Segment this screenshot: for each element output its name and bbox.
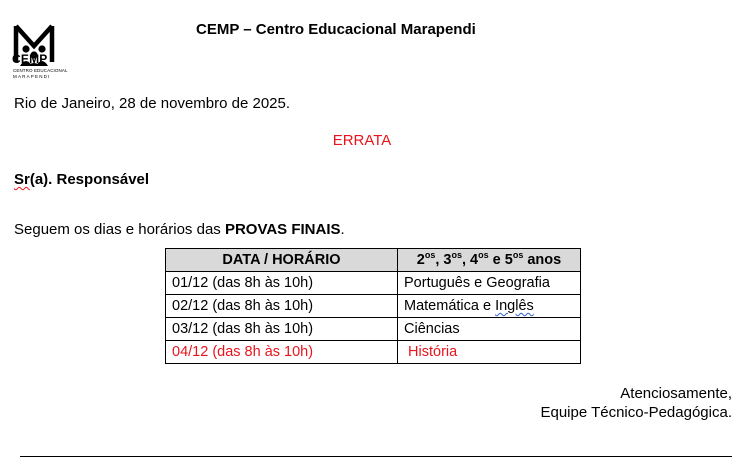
exam-schedule-table bbox=[165, 248, 581, 364]
closing-line-2: Equipe Técnico-Pedagógica. bbox=[540, 404, 732, 421]
column-header-grades: $2^{os}$, $3^{os}$, $4^{os}$ e $5^{os}$ anos bbox=[398, 249, 581, 272]
closing-line-1: Atenciosamente, bbox=[620, 385, 732, 402]
table-row bbox=[166, 318, 581, 341]
salutation-rest: (a). Responsável bbox=[29, 171, 150, 188]
column-header-date-time: DATA / HORÁRIO bbox=[166, 249, 398, 272]
date-time-cell: 02/12 (das 8h às 10h) bbox=[166, 295, 398, 318]
logo-wordmark: CEMP bbox=[12, 52, 48, 66]
intro-paragraph bbox=[14, 221, 345, 238]
subject-cell: Ciências bbox=[398, 318, 581, 341]
date-time-cell: 04/12 (das 8h às 10h) bbox=[166, 341, 398, 364]
table-row bbox=[166, 295, 581, 318]
table-row bbox=[166, 272, 581, 295]
subject-cell: Português e Geografia bbox=[398, 272, 581, 295]
closing-signature bbox=[540, 384, 732, 422]
document-title: CEMP – Centro Educacional Marapendi bbox=[196, 21, 476, 38]
intro-bold: PROVAS FINAIS bbox=[224, 221, 341, 238]
date-time-cell: 03/12 (das 8h às 10h) bbox=[166, 318, 398, 341]
footer-divider bbox=[20, 456, 732, 457]
dateline: Rio de Janeiro, 28 de novembro de 2025. bbox=[14, 95, 291, 112]
subject-cell: Matemática e Inglês bbox=[398, 295, 581, 318]
logo-subtitle-line-1: CENTRO EDUCACIONAL bbox=[13, 68, 68, 73]
errata-heading: ERRATA bbox=[332, 132, 392, 149]
salutation-prefix: Sr bbox=[14, 171, 30, 188]
subject-cell: História bbox=[398, 341, 581, 364]
salutation bbox=[14, 171, 149, 188]
table-row-highlighted bbox=[166, 341, 581, 364]
date-time-cell: 01/12 (das 8h às 10h) bbox=[166, 272, 398, 295]
logo-subtitle-line-2: MARAPENDI bbox=[13, 74, 51, 79]
table-header-row bbox=[166, 249, 581, 272]
intro-end: . bbox=[340, 221, 345, 238]
intro-text: Seguem os dias e horários das bbox=[14, 221, 225, 238]
